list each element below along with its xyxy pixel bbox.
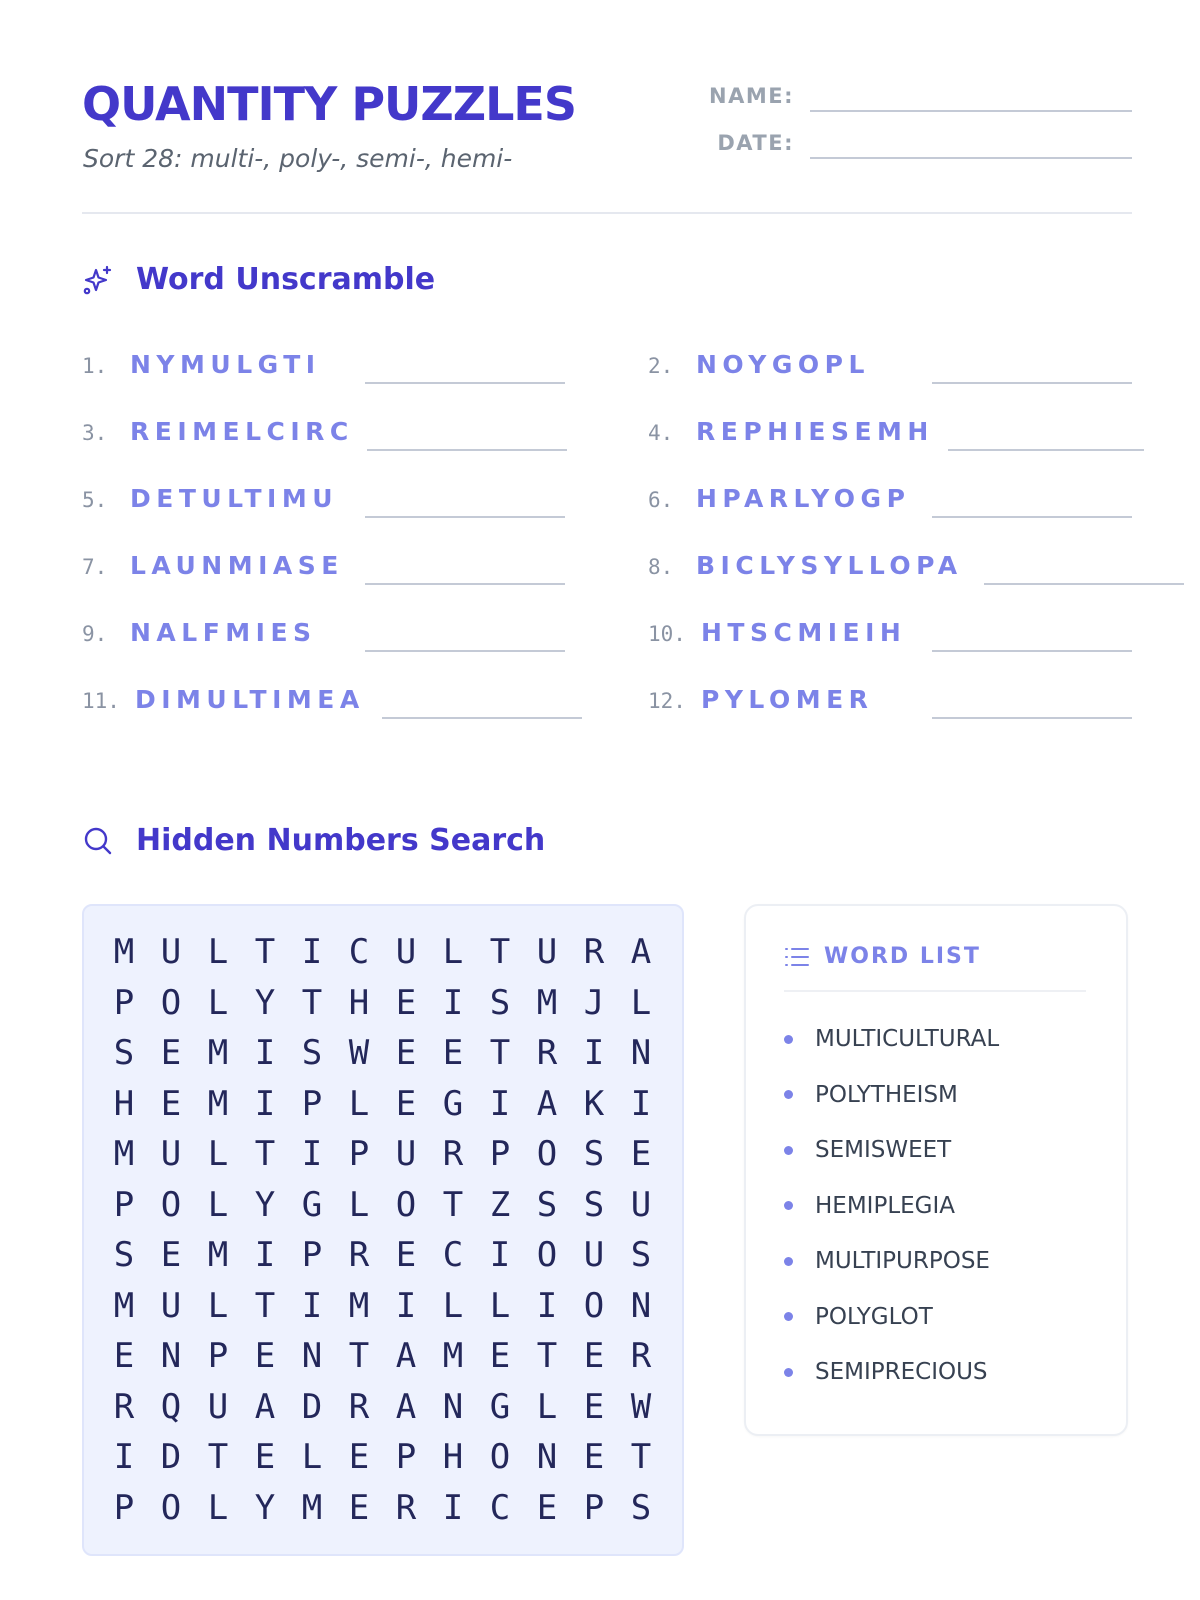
unscramble-number: 4. xyxy=(648,421,674,445)
word-list-word: HEMIPLEGIA xyxy=(815,1192,956,1219)
grid-cell[interactable]: N xyxy=(442,1386,464,1427)
grid-cell[interactable]: R xyxy=(348,1386,370,1427)
word-list-card xyxy=(744,904,1128,1436)
grid-cell[interactable]: R xyxy=(348,1235,370,1275)
grid-cell[interactable]: L xyxy=(207,1285,229,1326)
grid-cell[interactable]: N xyxy=(630,1033,652,1073)
grid-cell[interactable]: U xyxy=(207,1386,229,1427)
grid-cell[interactable]: J xyxy=(583,982,605,1023)
grid-cell[interactable]: T xyxy=(301,982,323,1023)
grid-cell[interactable]: I xyxy=(113,1437,135,1477)
unscramble-number: 11. xyxy=(82,689,120,713)
answer-line-3[interactable] xyxy=(367,449,567,451)
grid-row xyxy=(110,1033,655,1073)
bullet-icon xyxy=(784,1368,793,1377)
grid-cell[interactable]: E xyxy=(630,1134,652,1174)
grid-cell[interactable]: N xyxy=(160,1336,182,1376)
bullet-icon xyxy=(784,1090,793,1099)
grid-cell[interactable]: L xyxy=(536,1386,558,1427)
scrambled-word: DETULTIMU xyxy=(130,484,339,513)
grid-cell[interactable]: P xyxy=(489,1134,511,1174)
grid-cell[interactable]: Z xyxy=(489,1184,511,1225)
grid-cell[interactable]: L xyxy=(348,1083,370,1124)
grid-cell[interactable]: U xyxy=(160,932,182,972)
word-list-item xyxy=(784,1026,999,1052)
date-label: DATE: xyxy=(717,131,794,155)
grid-row xyxy=(110,1336,655,1376)
grid-cell[interactable]: T xyxy=(630,1437,652,1477)
grid-cell[interactable]: E xyxy=(536,1487,558,1528)
scrambled-word: PYLOMER xyxy=(701,685,874,714)
scrambled-word: LAUNMIASE xyxy=(130,551,344,580)
grid-row xyxy=(110,1185,655,1225)
answer-line-11[interactable] xyxy=(382,717,582,719)
grid-row xyxy=(110,1235,655,1275)
grid-cell[interactable]: E xyxy=(254,1437,276,1477)
grid-cell[interactable]: S xyxy=(630,1487,652,1528)
unscramble-item-10 xyxy=(648,618,906,647)
grid-cell[interactable]: D xyxy=(160,1437,182,1477)
unscramble-number: 6. xyxy=(648,488,674,512)
grid-cell[interactable]: U xyxy=(395,1134,417,1174)
grid-cell[interactable]: U xyxy=(583,1235,605,1275)
grid-cell[interactable]: U xyxy=(160,1285,182,1326)
grid-cell[interactable]: L xyxy=(207,1184,229,1225)
grid-cell[interactable]: P xyxy=(113,1184,135,1225)
answer-line-10[interactable] xyxy=(932,650,1132,652)
grid-cell[interactable]: L xyxy=(207,932,229,972)
unscramble-number: 2. xyxy=(648,354,674,378)
word-list-word: POLYGLOT xyxy=(815,1303,933,1330)
unscramble-heading xyxy=(82,262,435,297)
grid-cell[interactable]: I xyxy=(395,1285,417,1326)
grid-cell[interactable]: I xyxy=(301,1134,323,1174)
grid-cell[interactable]: Y xyxy=(254,982,276,1023)
grid-cell[interactable]: R xyxy=(630,1336,652,1376)
grid-row xyxy=(110,1488,655,1528)
grid-cell[interactable]: R xyxy=(536,1033,558,1073)
grid-cell[interactable]: A xyxy=(630,932,652,972)
grid-cell[interactable]: T xyxy=(207,1437,229,1477)
word-list-item xyxy=(784,1248,990,1274)
grid-cell[interactable]: O xyxy=(160,982,182,1023)
grid-cell[interactable]: T xyxy=(489,932,511,972)
grid-cell[interactable]: O xyxy=(160,1184,182,1225)
grid-cell[interactable]: O xyxy=(536,1235,558,1275)
grid-cell[interactable]: E xyxy=(583,1437,605,1477)
grid-cell[interactable]: Q xyxy=(160,1386,182,1427)
grid-cell[interactable]: S xyxy=(583,1134,605,1174)
search-heading-label: Hidden Numbers Search xyxy=(136,823,546,858)
unscramble-item-4 xyxy=(648,417,934,446)
grid-cell[interactable]: N xyxy=(536,1437,558,1477)
grid-cell[interactable]: L xyxy=(442,1285,464,1326)
grid-cell[interactable]: W xyxy=(348,1033,370,1073)
grid-cell[interactable]: G xyxy=(489,1386,511,1427)
grid-cell[interactable]: E xyxy=(395,1083,417,1124)
header-divider xyxy=(82,212,1132,214)
grid-cell[interactable]: R xyxy=(395,1487,417,1528)
grid-row xyxy=(110,1437,655,1477)
grid-cell[interactable]: L xyxy=(442,932,464,972)
bullet-icon xyxy=(784,1146,793,1155)
grid-cell[interactable]: E xyxy=(489,1336,511,1376)
grid-cell[interactable]: T xyxy=(442,1184,464,1225)
answer-line-12[interactable] xyxy=(932,717,1132,719)
bullet-icon xyxy=(784,1257,793,1266)
unscramble-item-8 xyxy=(648,551,963,580)
grid-cell[interactable]: E xyxy=(348,1487,370,1528)
grid-cell[interactable]: M xyxy=(301,1487,323,1528)
grid-cell[interactable]: N xyxy=(630,1285,652,1326)
grid-cell[interactable]: E xyxy=(395,1033,417,1073)
grid-cell[interactable]: P xyxy=(301,1083,323,1124)
scrambled-word: REPHIESEMH xyxy=(696,417,934,446)
grid-cell[interactable]: S xyxy=(113,1033,135,1073)
unscramble-item-1 xyxy=(82,350,321,379)
scrambled-word: DIMULTIMEA xyxy=(135,685,365,714)
bullet-icon xyxy=(784,1312,793,1321)
unscramble-item-2 xyxy=(648,350,870,379)
grid-cell[interactable]: I xyxy=(489,1235,511,1275)
word-list-item xyxy=(784,1304,933,1330)
grid-cell[interactable]: U xyxy=(630,1184,652,1225)
grid-cell[interactable]: I xyxy=(442,982,464,1023)
grid-cell[interactable]: U xyxy=(395,932,417,972)
bullet-icon xyxy=(784,1201,793,1210)
grid-row xyxy=(110,983,655,1023)
grid-cell[interactable]: A xyxy=(395,1386,417,1427)
grid-cell[interactable]: C xyxy=(489,1487,511,1528)
grid-cell[interactable]: M xyxy=(207,1083,229,1124)
grid-cell[interactable]: U xyxy=(160,1134,182,1174)
unscramble-item-7 xyxy=(82,551,344,580)
grid-cell[interactable]: C xyxy=(348,932,370,972)
grid-cell[interactable]: L xyxy=(489,1285,511,1326)
grid-cell[interactable]: P xyxy=(207,1336,229,1376)
grid-cell[interactable]: S xyxy=(630,1235,652,1275)
grid-cell[interactable]: P xyxy=(113,1487,135,1528)
word-list-word: MULTICULTURAL xyxy=(815,1026,1000,1052)
grid-cell[interactable]: H xyxy=(348,982,370,1023)
grid-cell[interactable]: T xyxy=(254,1285,276,1326)
grid-cell[interactable]: A xyxy=(395,1336,417,1376)
scrambled-word: HTSCMIEIH xyxy=(701,618,907,647)
grid-cell[interactable]: I xyxy=(301,1285,323,1326)
sparkles-icon xyxy=(82,264,114,296)
scrambled-word: BICLYSYLLOPA xyxy=(696,551,963,580)
grid-cell[interactable]: U xyxy=(536,932,558,972)
grid-cell[interactable]: O xyxy=(583,1285,605,1326)
word-list-item xyxy=(784,1193,955,1219)
word-list-heading xyxy=(784,944,981,969)
grid-cell[interactable]: T xyxy=(254,1134,276,1174)
grid-cell[interactable]: I xyxy=(536,1285,558,1326)
grid-row xyxy=(110,1084,655,1124)
grid-cell[interactable]: L xyxy=(301,1437,323,1477)
word-list-word: SEMISWEET xyxy=(815,1137,952,1163)
grid-cell[interactable]: R xyxy=(442,1134,464,1174)
grid-cell[interactable]: A xyxy=(254,1386,276,1427)
grid-cell[interactable]: I xyxy=(442,1487,464,1528)
word-list-heading-label: WORD LIST xyxy=(824,944,981,969)
grid-cell[interactable]: L xyxy=(207,982,229,1023)
word-list-item xyxy=(784,1082,958,1108)
grid-row xyxy=(110,1387,655,1427)
grid-cell[interactable]: C xyxy=(442,1235,464,1275)
answer-line-4[interactable] xyxy=(948,449,1144,451)
grid-cell[interactable]: E xyxy=(348,1437,370,1477)
grid-cell[interactable]: E xyxy=(160,1033,182,1073)
grid-cell[interactable]: E xyxy=(160,1235,182,1275)
grid-cell[interactable]: E xyxy=(113,1336,135,1376)
grid-cell[interactable]: A xyxy=(536,1083,558,1124)
grid-cell[interactable]: S xyxy=(301,1033,323,1073)
grid-cell[interactable]: I xyxy=(583,1033,605,1073)
name-field[interactable] xyxy=(810,110,1132,112)
grid-cell[interactable]: S xyxy=(536,1184,558,1225)
word-list-item xyxy=(784,1359,988,1385)
word-list-word: POLYTHEISM xyxy=(815,1081,958,1108)
unscramble-number: 3. xyxy=(82,421,108,445)
grid-cell[interactable]: E xyxy=(254,1336,276,1376)
grid-cell[interactable]: G xyxy=(301,1184,323,1225)
grid-cell[interactable]: I xyxy=(301,932,323,972)
grid-cell[interactable]: P xyxy=(583,1487,605,1528)
unscramble-number: 12. xyxy=(648,689,686,713)
list-icon xyxy=(784,946,810,968)
answer-line-9[interactable] xyxy=(365,650,565,652)
grid-cell[interactable]: O xyxy=(160,1487,182,1528)
grid-cell[interactable]: Y xyxy=(254,1487,276,1528)
unscramble-item-6 xyxy=(648,484,910,513)
answer-line-8[interactable] xyxy=(984,583,1184,585)
grid-cell[interactable]: E xyxy=(442,1033,464,1073)
grid-cell[interactable]: I xyxy=(254,1033,276,1073)
grid-cell[interactable]: E xyxy=(395,982,417,1023)
page-subtitle: Sort 28: multi-, poly-, semi-, hemi- xyxy=(83,144,513,173)
grid-cell[interactable]: L xyxy=(630,982,652,1023)
grid-cell[interactable]: O xyxy=(395,1184,417,1225)
grid-cell[interactable]: L xyxy=(348,1184,370,1225)
scrambled-word: NOYGOPL xyxy=(696,350,870,379)
word-list-word: SEMIPRECIOUS xyxy=(815,1359,988,1385)
grid-cell[interactable]: M xyxy=(113,1134,135,1174)
grid-cell[interactable]: P xyxy=(348,1134,370,1174)
word-list-item xyxy=(784,1137,951,1163)
unscramble-item-3 xyxy=(82,417,354,446)
unscramble-item-5 xyxy=(82,484,338,513)
unscramble-item-12 xyxy=(648,685,873,714)
grid-cell[interactable]: K xyxy=(583,1083,605,1124)
grid-cell[interactable]: M xyxy=(348,1285,370,1326)
answer-line-2[interactable] xyxy=(932,382,1132,384)
grid-cell[interactable]: I xyxy=(489,1083,511,1124)
grid-row xyxy=(110,1134,655,1174)
grid-cell[interactable]: N xyxy=(301,1336,323,1376)
grid-cell[interactable]: P xyxy=(113,982,135,1023)
word-list-divider xyxy=(784,990,1086,992)
grid-cell[interactable]: M xyxy=(113,932,135,972)
grid-cell[interactable]: P xyxy=(301,1235,323,1275)
unscramble-number: 9. xyxy=(82,622,108,646)
unscramble-heading-label: Word Unscramble xyxy=(136,262,436,297)
grid-cell[interactable]: O xyxy=(489,1437,511,1477)
scrambled-word: NYMULGTI xyxy=(130,350,321,379)
unscramble-item-9 xyxy=(82,618,317,647)
grid-cell[interactable]: L xyxy=(207,1134,229,1174)
answer-line-7[interactable] xyxy=(365,583,565,585)
unscramble-number: 8. xyxy=(648,555,674,579)
grid-cell[interactable]: S xyxy=(113,1235,135,1275)
grid-cell[interactable]: T xyxy=(536,1336,558,1376)
grid-cell[interactable]: E xyxy=(583,1386,605,1427)
page-title: QUANTITY PUZZLES xyxy=(82,77,576,131)
answer-line-1[interactable] xyxy=(365,382,565,384)
answer-line-6[interactable] xyxy=(932,516,1132,518)
grid-cell[interactable]: M xyxy=(113,1285,135,1326)
grid-cell[interactable]: T xyxy=(489,1033,511,1073)
grid-cell[interactable]: I xyxy=(254,1235,276,1275)
grid-cell[interactable]: M xyxy=(207,1235,229,1275)
grid-cell[interactable]: Y xyxy=(254,1184,276,1225)
grid-cell[interactable]: S xyxy=(583,1184,605,1225)
grid-row xyxy=(110,932,655,972)
scrambled-word: NALFMIES xyxy=(130,618,317,647)
grid-cell[interactable]: M xyxy=(442,1336,464,1376)
grid-cell[interactable]: E xyxy=(583,1336,605,1376)
grid-cell[interactable]: S xyxy=(489,982,511,1023)
unscramble-number: 5. xyxy=(82,488,108,512)
word-list-word: MULTIPURPOSE xyxy=(815,1248,990,1274)
grid-row xyxy=(110,1286,655,1326)
date-field[interactable] xyxy=(810,157,1132,159)
grid-cell[interactable]: T xyxy=(348,1336,370,1376)
scrambled-word: REIMELCIRC xyxy=(130,417,354,446)
grid-cell[interactable]: P xyxy=(395,1437,417,1477)
grid-cell[interactable]: M xyxy=(207,1033,229,1073)
grid-cell[interactable]: O xyxy=(536,1134,558,1174)
grid-cell[interactable]: W xyxy=(630,1386,652,1427)
grid-cell[interactable]: E xyxy=(395,1235,417,1275)
grid-cell[interactable]: E xyxy=(160,1083,182,1124)
grid-cell[interactable]: M xyxy=(536,982,558,1023)
bullet-icon xyxy=(784,1035,793,1044)
grid-cell[interactable]: G xyxy=(442,1083,464,1124)
grid-cell[interactable]: I xyxy=(254,1083,276,1124)
grid-cell[interactable]: H xyxy=(442,1437,464,1477)
grid-cell[interactable]: R xyxy=(113,1386,135,1427)
unscramble-number: 10. xyxy=(648,622,686,646)
answer-line-5[interactable] xyxy=(365,516,565,518)
grid-cell[interactable]: D xyxy=(301,1386,323,1427)
grid-cell[interactable]: H xyxy=(113,1083,135,1124)
grid-cell[interactable]: L xyxy=(207,1487,229,1528)
unscramble-number: 1. xyxy=(82,354,108,378)
unscramble-item-11 xyxy=(82,685,365,714)
search-heading xyxy=(82,823,545,858)
search-icon xyxy=(82,825,114,857)
scrambled-word: HPARLYOGP xyxy=(696,484,911,513)
grid-cell[interactable]: I xyxy=(630,1083,652,1124)
grid-cell[interactable]: R xyxy=(583,932,605,972)
unscramble-number: 7. xyxy=(82,555,108,579)
name-label: NAME: xyxy=(709,84,794,108)
grid-cell[interactable]: T xyxy=(254,932,276,972)
